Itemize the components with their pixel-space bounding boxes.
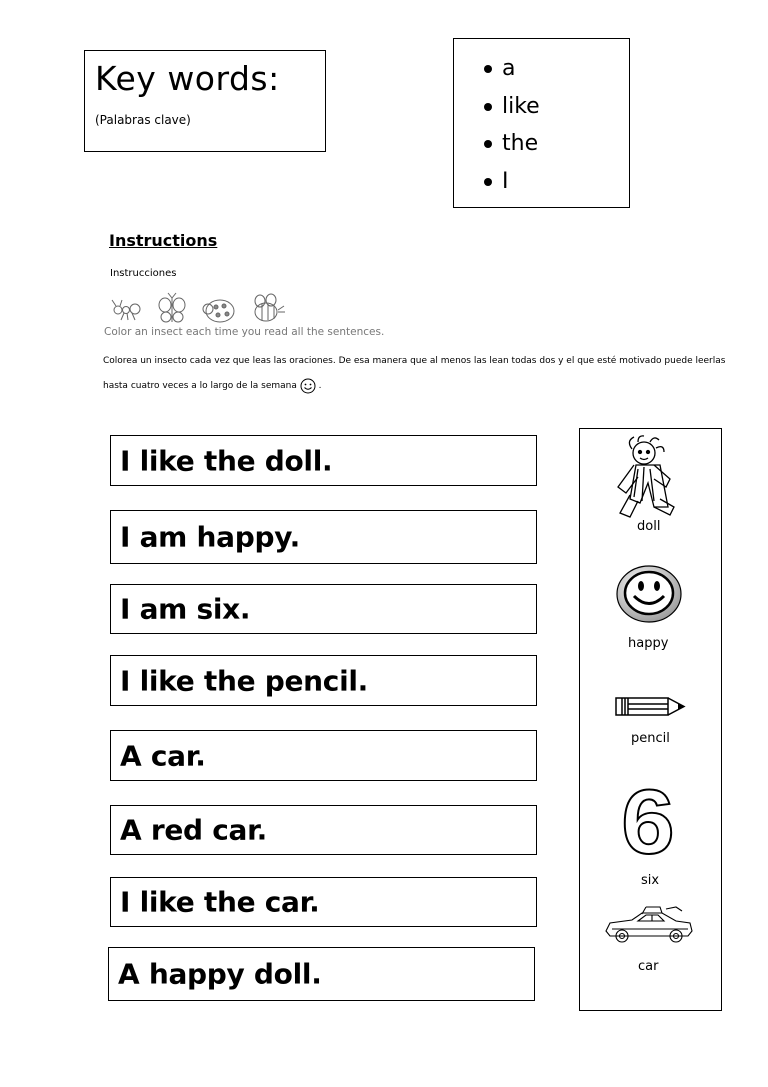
key-words-subtitle: (Palabras clave) (95, 113, 191, 127)
instructions-spanish (103, 349, 733, 399)
sentence-box (110, 655, 537, 706)
sentence-box (110, 730, 537, 781)
instructions-spanish-end: . (318, 381, 322, 391)
smiley-icon (615, 565, 685, 625)
key-words-box (84, 50, 326, 152)
key-words-list (500, 50, 540, 200)
doll-icon (604, 435, 694, 525)
picture-label-car: car (638, 959, 659, 974)
sentence-text: A happy doll. (118, 957, 322, 991)
key-words-list-box (453, 38, 630, 208)
number-six-icon (618, 779, 678, 863)
sentence-text: A car. (120, 739, 206, 772)
instructions-english: Color an insect each time you read all the sentences. (104, 326, 385, 338)
car-icon (602, 903, 696, 947)
sentence-text: I like the doll. (120, 444, 333, 477)
ant-icon (112, 300, 140, 320)
instructions-spanish-text: Colorea un insecto cada vez que leas las oraciones. De esa manera que al menos las lean todas dos y el que esté motivado puede leerlas hasta cuatro veces a lo largo de la semana (103, 356, 726, 391)
ladybug-icon (203, 300, 234, 322)
picture-label-doll: doll (637, 519, 661, 534)
bee-icon (255, 294, 285, 321)
instructions-title: Instructions (109, 231, 218, 250)
sentence-text: I am six. (120, 592, 251, 626)
picture-column (579, 428, 722, 1011)
sentence-text: I am happy. (120, 520, 300, 554)
sentence-text: A red car. (120, 813, 267, 847)
instructions-subtitle: Instrucciones (110, 268, 177, 279)
picture-label-pencil: pencil (631, 731, 670, 746)
sentence-box (110, 805, 537, 855)
sentence-box (108, 947, 535, 1001)
sentence-text: I like the car. (120, 885, 320, 919)
key-word-item: the (500, 125, 540, 163)
smiley-icon (300, 378, 316, 394)
key-word-item: like (500, 88, 540, 126)
key-word-item: I (500, 163, 540, 201)
sentence-box (110, 510, 537, 564)
picture-label-six: six (641, 873, 660, 888)
sentence-text: I like the pencil. (120, 664, 369, 697)
pencil-icon (614, 695, 688, 719)
number-six-glyph: 6 (621, 779, 675, 863)
sentence-box (110, 584, 537, 634)
picture-label-happy: happy (628, 636, 669, 651)
insects-illustration (108, 292, 288, 326)
butterfly-icon (159, 293, 185, 322)
sentence-box (110, 877, 537, 927)
key-word-item: a (500, 50, 540, 88)
sentence-box (110, 435, 537, 486)
key-words-title: Key words: (95, 59, 280, 98)
